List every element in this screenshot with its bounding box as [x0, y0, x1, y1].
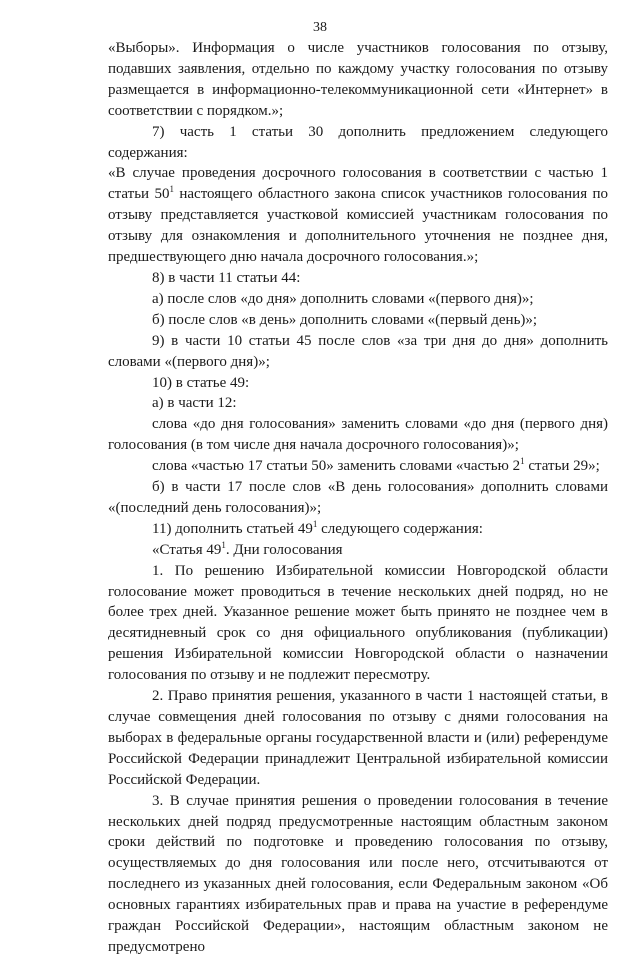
article-heading	[108, 540, 608, 561]
page-number: 38	[313, 20, 327, 35]
paragraph-text: 11) дополнить статьей 49	[152, 520, 313, 537]
paragraph-text: «В случае проведения досрочного голосования в соответствии с частью 1 статьи 50	[108, 165, 608, 203]
paragraph-text: настоящего областного закона список участников голосования по отзыву представляется участковой комиссией участникам голосования по отзыву для ознакомления и дополнительного уточнения не позднее дня, предшествующего дню начала досрочного голосования.»;	[108, 186, 608, 266]
paragraph-quote-article-30	[108, 163, 608, 268]
paragraph-item-8	[108, 268, 608, 289]
paragraph-item-10a	[108, 393, 608, 414]
paragraph-item-7	[108, 122, 608, 164]
paragraph-text: б) в части 17 после слов «В день голосования» дополнить словами «(последний день голосования)»;	[108, 479, 608, 516]
paragraph-text: 3. В случае принятия решения о проведении голосования в течение нескольких дней подряд предусмотренные настоящим областным законом сроки действий по подготовке и проведению голосования по отзыву, осуществляемых до дня голосования или после него, отсчитываются от последнего из указанных дней голосования, если Федеральным законом «Об основных гарантиях избирательных прав и права на участие в референдуме граждан Российской Федерации», настоящим областным законом не предусмотрено	[108, 792, 608, 955]
paragraph-text: . Дни голосования	[225, 541, 343, 558]
paragraph-text: статьи 29»;	[524, 458, 600, 475]
paragraph-replace-words-1	[108, 414, 608, 456]
document-body	[108, 38, 608, 958]
superscript: 1	[312, 518, 318, 529]
paragraph-item-10	[108, 373, 608, 394]
paragraph-text: слова «частью 17 статьи 50» заменить словами «частью 2	[152, 458, 521, 475]
paragraph-text: 7) часть 1 статьи 30 дополнить предложением следующего содержания:	[108, 123, 608, 161]
paragraph-item-10b	[108, 477, 608, 519]
paragraph-text: следующего содержания:	[317, 520, 483, 537]
superscript: 1	[520, 456, 525, 467]
superscript: 1	[169, 184, 174, 195]
paragraph-part-3	[108, 791, 608, 958]
paragraph-text: 8) в части 11 статьи 44:	[152, 269, 301, 286]
paragraph-text: 1. По решению Избирательной комиссии Новгородской области голосование может проводиться в течение нескольких дней подряд, но не более трех дней. Указанное решение может быть принято не позднее чем в десятидневный срок со дня официального опубликования (публикации) решения Избирательной комиссии Новгородской области о назначении голосования по отзыву и не подлежит пересмотру.	[108, 562, 608, 684]
paragraph-item-8b	[108, 310, 608, 331]
paragraph-item-11	[108, 519, 608, 540]
paragraph-replace-words-2	[108, 456, 608, 477]
paragraph-continuation	[108, 38, 608, 122]
paragraph-text: 2. Право принятия решения, указанного в части 1 настоящей статьи, в случае совмещения дней голосования по отзыву с днями голосования на выборах в федеральные органы государственной власти и (или) референдуме Российской Федерации принадлежит Центральной избирательной комиссии Российской Федерации.	[108, 688, 608, 788]
paragraph-item-8a	[108, 289, 608, 310]
paragraph-item-9	[108, 331, 608, 373]
paragraph-part-1	[108, 561, 608, 686]
paragraph-text: 10) в статье 49:	[152, 374, 250, 391]
paragraph-text: «Статья 49	[152, 541, 222, 558]
paragraph-text: «Выборы». Информация о числе участников голосования по отзыву, подавших заявления, отдельно по каждому участку голосования по отзыву размещается в информационно-телекоммуникационной сети «Интернет» в соответствии с порядком.»;	[108, 40, 608, 119]
paragraph-part-2	[108, 686, 608, 791]
paragraph-text: слова «до дня голосования» заменить словами «до дня (первого дня) голосования (в том числе дня начала досрочного голосования)»;	[108, 416, 608, 454]
paragraph-text: а) после слов «до дня» дополнить словами «(первого дня)»;	[152, 290, 534, 307]
paragraph-text: а) в части 12:	[152, 395, 237, 412]
paragraph-text: б) после слов «в день» дополнить словами «(первый день)»;	[152, 311, 538, 328]
paragraph-text: 9) в части 10 статьи 45 после слов «за три дня до дня» дополнить словами «(первого дня)»;	[108, 332, 608, 370]
superscript: 1	[221, 539, 226, 550]
